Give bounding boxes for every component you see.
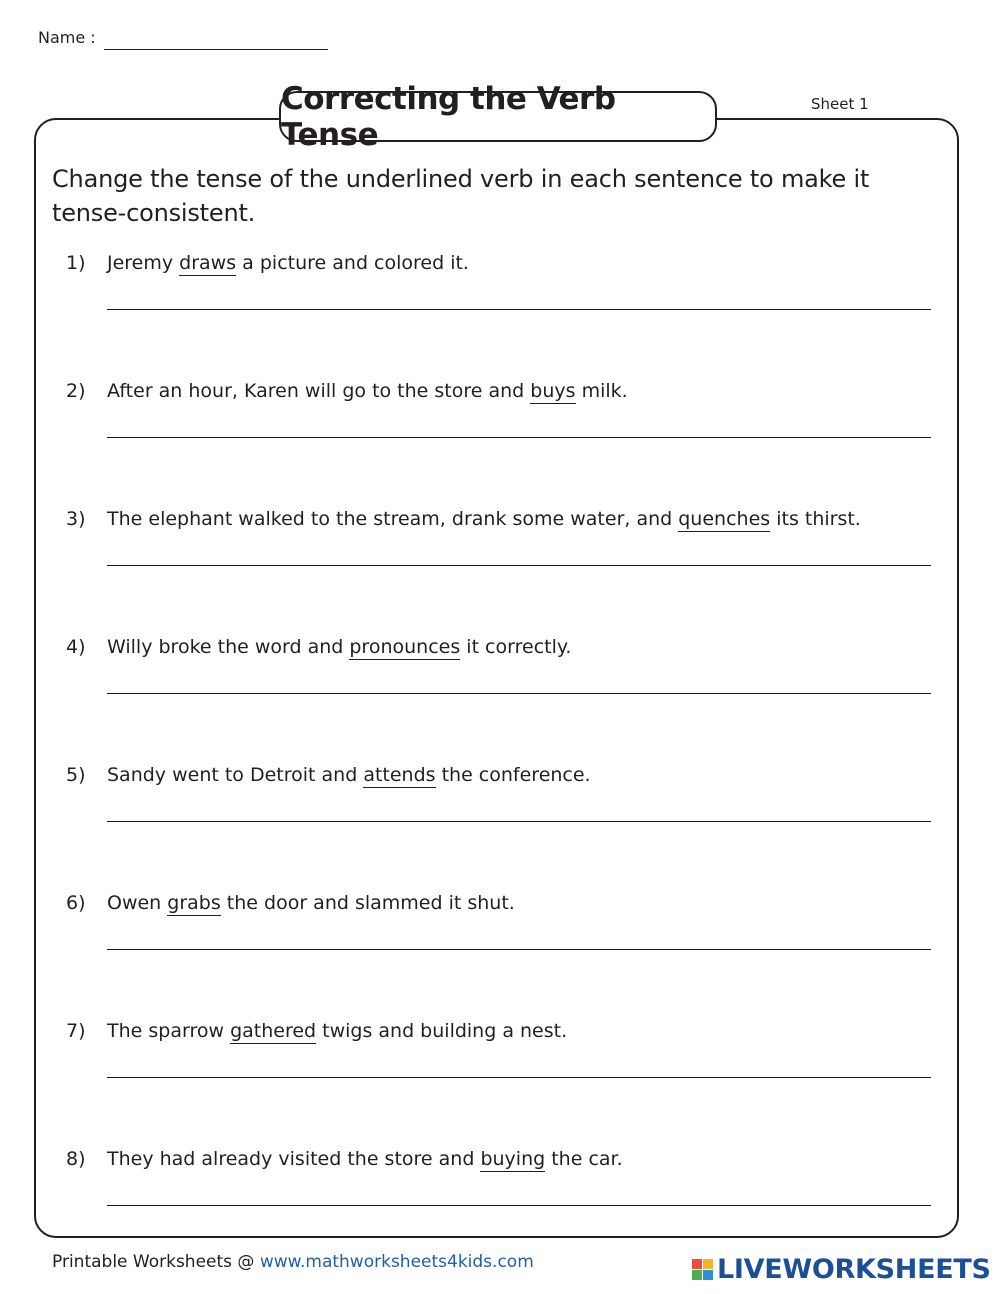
footer-prefix: Printable Worksheets @ (52, 1252, 260, 1272)
liveworksheets-wordmark: LIVEWORKSHEETS (717, 1254, 991, 1285)
underlined-verb: attends (363, 764, 436, 786)
question-number: 7) (66, 1020, 86, 1042)
question-number: 4) (66, 636, 86, 658)
question-item (0, 636, 1000, 764)
question-sentence (107, 1020, 567, 1042)
question-number: 1) (66, 252, 86, 274)
logo-block (703, 1259, 713, 1269)
sentence-before: Owen (107, 892, 168, 914)
question-sentence (107, 380, 628, 402)
sentence-before: They had already visited the store and (107, 1148, 481, 1170)
question-sentence (107, 252, 469, 274)
question-item (0, 1020, 1000, 1148)
sentence-before: Willy broke the word and (107, 636, 350, 658)
instructions: Change the tense of the underlined verb in each sentence to make it tense-consistent. (52, 165, 870, 227)
liveworksheets-logo[interactable] (692, 1254, 991, 1285)
answer-line[interactable] (107, 693, 931, 694)
footer-link[interactable]: www.mathworksheets4kids.com (259, 1252, 534, 1272)
underlined-verb: pronounces (349, 636, 461, 658)
answer-line[interactable] (107, 821, 931, 822)
question-number: 8) (66, 1148, 86, 1170)
question-item (0, 380, 1000, 508)
worksheet-title: Correcting the Verb Tense (279, 91, 717, 142)
underlined-verb: draws (179, 252, 237, 274)
underlined-verb: buys (530, 380, 576, 402)
answer-line[interactable] (107, 309, 931, 310)
sentence-before: After an hour, Karen will go to the store and (107, 380, 531, 402)
sentence-after: it correctly. (460, 636, 572, 658)
sheet-label: Sheet 1 (811, 95, 869, 113)
sentence-after: its thirst. (770, 508, 861, 530)
name-answer-line[interactable] (104, 49, 328, 50)
name-label: Name : (38, 28, 96, 47)
logo-block (692, 1259, 702, 1269)
underlined-verb: quenches (678, 508, 771, 530)
liveworksheets-icon (692, 1259, 713, 1280)
answer-line[interactable] (107, 1077, 931, 1078)
question-number: 3) (66, 508, 86, 530)
question-sentence (107, 636, 571, 658)
answer-line[interactable] (107, 1205, 931, 1206)
question-number: 6) (66, 892, 86, 914)
underlined-verb: buying (480, 1148, 546, 1170)
question-sentence (107, 892, 515, 914)
question-number: 2) (66, 380, 86, 402)
answer-line[interactable] (107, 437, 931, 438)
sentence-after: a picture and colored it. (236, 252, 469, 274)
question-sentence (107, 508, 861, 530)
sentence-before: The sparrow (107, 1020, 231, 1042)
logo-block (703, 1270, 713, 1280)
question-item (0, 764, 1000, 892)
question-item (0, 252, 1000, 380)
sentence-before: Jeremy (107, 252, 180, 274)
underlined-verb: gathered (230, 1020, 317, 1042)
sentence-after: the conference. (435, 764, 591, 786)
answer-line[interactable] (107, 949, 931, 950)
sentence-before: Sandy went to Detroit and (107, 764, 364, 786)
question-sentence (107, 764, 591, 786)
underlined-verb: grabs (167, 892, 221, 914)
footer (52, 1252, 534, 1272)
answer-line[interactable] (107, 565, 931, 566)
sentence-after: milk. (575, 380, 628, 402)
question-item (0, 892, 1000, 1020)
sentence-after: the car. (545, 1148, 623, 1170)
sentence-before: The elephant walked to the stream, drank some water, and (107, 508, 679, 530)
question-item (0, 508, 1000, 636)
question-sentence (107, 1148, 623, 1170)
logo-block (692, 1270, 702, 1280)
question-number: 5) (66, 764, 86, 786)
sentence-after: twigs and building a nest. (316, 1020, 568, 1042)
sentence-after: the door and slammed it shut. (220, 892, 515, 914)
